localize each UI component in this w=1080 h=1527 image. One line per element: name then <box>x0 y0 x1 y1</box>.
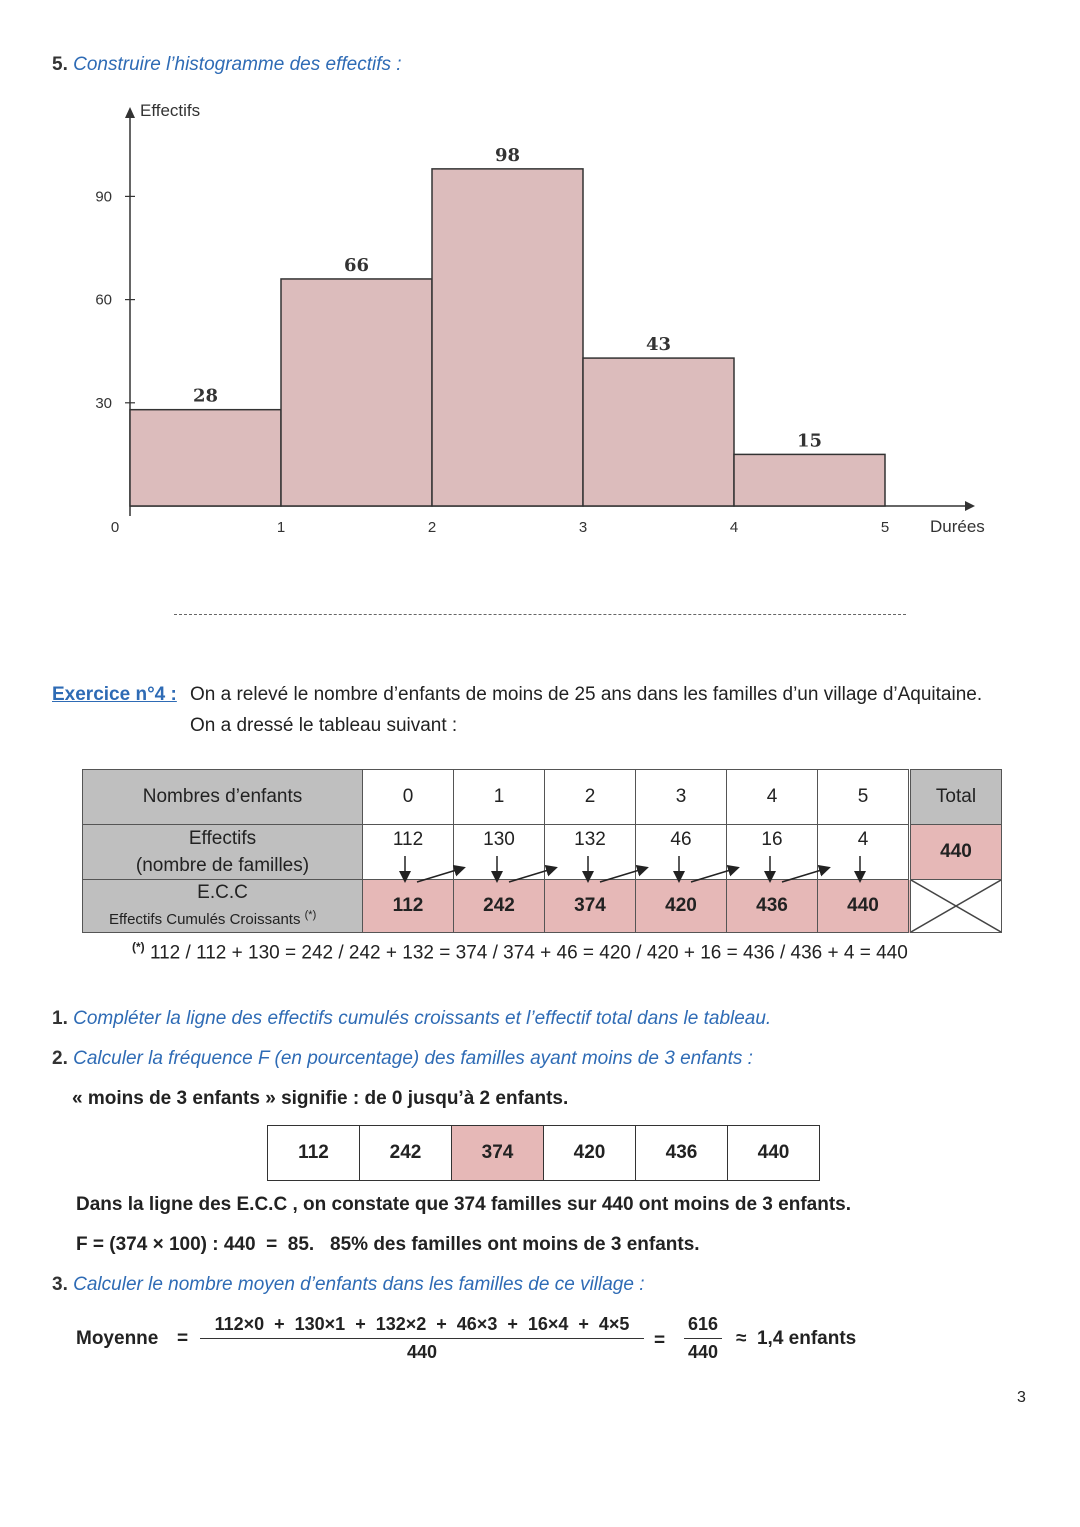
diagonal-arrow-icon <box>600 868 646 882</box>
y-tick-label: 60 <box>95 291 112 309</box>
cell-ecc: 112 <box>363 880 454 933</box>
bar-value-label: 43 <box>645 334 672 356</box>
y-axis-arrow-icon <box>125 107 135 118</box>
x-tick-label: 4 <box>729 519 739 536</box>
question-1 <box>52 1008 771 1030</box>
footnote-marker: (*) <box>304 909 317 921</box>
mean-label: Moyenne <box>76 1328 159 1349</box>
cell-ecc: 374 <box>545 880 636 933</box>
cell-ecc: 440 <box>818 880 910 933</box>
question-text: Calculer le nombre moyen d’enfants dans les familles de ce village : <box>73 1274 645 1295</box>
question-number: 1. <box>52 1008 68 1029</box>
question-text: Calculer la fréquence F (en pourcentage) des familles ayant moins de 3 enfants : <box>73 1048 753 1069</box>
row-label-line: Effectifs <box>188 828 257 849</box>
row-label-line: (nombre de familles) <box>135 855 310 876</box>
diagonal-arrow-icon <box>691 868 737 882</box>
histogram-bar <box>432 169 583 506</box>
mean-result: ≈ 1,4 enfants <box>736 1328 857 1349</box>
equals-sign: = <box>654 1330 666 1351</box>
ecc-cell: 420 <box>544 1126 636 1181</box>
bar-value-label: 98 <box>494 144 521 166</box>
cell-value: 5 <box>818 770 910 825</box>
question-number: 5. <box>52 54 68 75</box>
denominator: 440 <box>406 1342 438 1362</box>
bar-value-label: 28 <box>192 385 219 407</box>
total-value: 440 <box>910 825 1002 880</box>
x-tick-label: 3 <box>578 519 588 536</box>
x-tick-label: 0 <box>110 519 120 536</box>
question-number: 3. <box>52 1274 68 1295</box>
x-tick-label: 1 <box>276 519 286 536</box>
page-number: 3 <box>1017 1389 1026 1406</box>
histogram-bar <box>130 410 281 506</box>
diagonal-arrow-icon <box>417 868 463 882</box>
row-label-line: Effectifs Cumulés Croissants <box>109 911 301 928</box>
y-axis-title: Effectifs <box>140 101 201 120</box>
row-label-children: Nombres d’enfants <box>83 770 363 825</box>
footnote-marker: (*) <box>132 940 145 954</box>
exercise-line-1: On a relevé le nombre d’enfants de moins de 25 ans dans les familles d’un village d’Aquitaine. <box>190 684 983 705</box>
histogram-bar <box>583 358 734 506</box>
q2-note: « moins de 3 enfants » signifie : de 0 jusqu’à 2 enfants. <box>72 1088 569 1109</box>
x-tick-label: 2 <box>427 519 437 536</box>
question-number: 2. <box>52 1048 68 1069</box>
cell-effectif: 46 <box>636 825 727 880</box>
exercise-line-2: On a dressé le tableau suivant : <box>190 715 458 736</box>
cell-ecc: 420 <box>636 880 727 933</box>
ecc-cell: 440 <box>728 1126 820 1181</box>
histogram-bar <box>281 279 432 506</box>
exercise-title: Exercice n°4 : <box>52 684 177 705</box>
question-2 <box>52 1048 753 1070</box>
mean-fraction <box>200 1314 644 1363</box>
total-header: Total <box>910 770 1002 825</box>
diagonal-arrow-icon <box>509 868 555 882</box>
bar-value-label: 15 <box>796 430 823 452</box>
cell-effectif: 16 <box>727 825 818 880</box>
cell-value: 3 <box>636 770 727 825</box>
cell-effectif: 132 <box>545 825 636 880</box>
cell-value: 0 <box>363 770 454 825</box>
cell-ecc: 242 <box>454 880 545 933</box>
cell-effectif: 112 <box>363 825 454 880</box>
question-text: Construire l’histogramme des effectifs : <box>73 54 402 75</box>
numerator: 112×0 + 130×1 + 132×2 + 46×3 + 16×4 + 4×5 <box>214 1314 630 1334</box>
question-5 <box>52 54 402 76</box>
ecc-table <box>267 1125 820 1181</box>
diagonal-arrow-icon <box>782 868 828 882</box>
cell-ecc: 436 <box>727 880 818 933</box>
footnote <box>132 940 908 964</box>
ecc-cell-highlight: 374 <box>452 1126 544 1181</box>
separator-line <box>174 614 906 615</box>
numerator: 616 <box>687 1314 719 1334</box>
cell-value: 4 <box>727 770 818 825</box>
histogram-chart <box>60 90 1000 550</box>
conclusion-2: F = (374 × 100) : 440 = 85. 85% des familles ont moins de 3 enfants. <box>76 1234 700 1255</box>
equals-sign: = <box>177 1328 189 1349</box>
question-3 <box>52 1274 645 1296</box>
question-text: Compléter la ligne des effectifs cumulés croissants et l’effectif total dans le tableau. <box>73 1008 772 1029</box>
cell-value: 1 <box>454 770 545 825</box>
ecc-cell: 112 <box>268 1126 360 1181</box>
footnote-text: 112 / 112 + 130 = 242 / 242 + 132 = 374 / 374 + 46 = 420 / 420 + 16 = 436 / 436 + 4 = 440 <box>149 942 908 964</box>
ecc-cell: 436 <box>636 1126 728 1181</box>
ecc-cell: 242 <box>360 1126 452 1181</box>
y-tick-label: 90 <box>95 188 112 206</box>
conclusion-1: Dans la ligne des E.C.C , on constate que 374 familles sur 440 ont moins de 3 enfants. <box>76 1194 852 1215</box>
row-label-line: E.C.C <box>197 882 248 903</box>
cell-effectif: 4 <box>818 825 910 880</box>
histogram-bar <box>734 454 885 506</box>
result-fraction <box>684 1314 722 1363</box>
bar-value-label: 66 <box>343 254 370 276</box>
denominator: 440 <box>687 1342 719 1362</box>
cumulative-arrows <box>0 850 1080 890</box>
x-axis-arrow-icon <box>965 501 975 511</box>
y-tick-label: 30 <box>95 394 112 412</box>
cell-effectif: 130 <box>454 825 545 880</box>
x-axis-title: Durées <box>930 517 985 536</box>
cell-value: 2 <box>545 770 636 825</box>
x-tick-label: 5 <box>880 519 890 536</box>
